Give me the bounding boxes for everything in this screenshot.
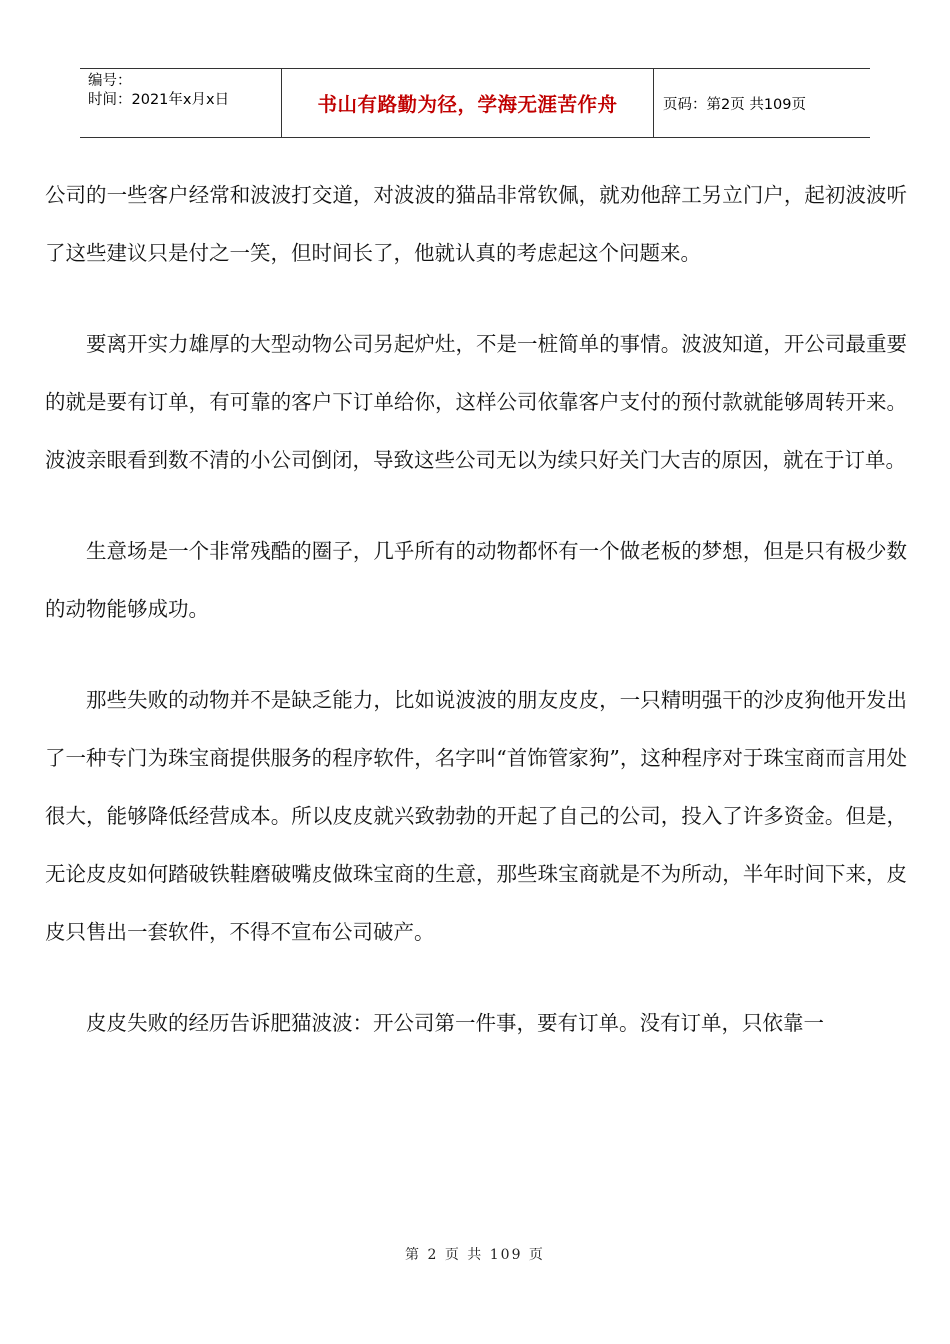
doc-date: 时间：2021年x月x日	[88, 92, 230, 108]
footer-page-number: 第 2 页 共 109 页	[405, 1247, 545, 1263]
document-body	[45, 166, 907, 1085]
paragraph: 皮皮失败的经历告诉肥猫波波：开公司第一件事，要有订单。没有订单，只依靠一	[86, 1011, 824, 1035]
header-motto-cell	[281, 69, 654, 137]
paragraph: 公司的一些客户经常和波波打交道，对波波的猫品非常钦佩，就劝他辞工另立门户，起初波波听了这些建议只是付之一笑，但时间长了，他就认真的考虑起这个问题来。	[45, 183, 907, 265]
header-motto: 书山有路勤为径，学海无涯苦作舟	[317, 93, 618, 116]
document-header	[80, 68, 870, 138]
paragraph: 生意场是一个非常残酷的圈子，几乎所有的动物都怀有一个做老板的梦想，但是只有极少数的动物能够成功。	[45, 539, 907, 621]
paragraph: 那些失败的动物并不是缺乏能力，比如说波波的朋友皮皮，一只精明强干的沙皮狗他开发出了一种专门为珠宝商提供服务的程序软件，名字叫“首饰管家狗”，这种程序对于珠宝商而言用处很大，能够降低经营成本。所以皮皮就兴致勃勃的开起了自己的公司，投入了许多资金。但是，无论皮皮如何踏破铁鞋磨破嘴皮做珠宝商的生意，那些珠宝商就是不为所动，半年时间下来，皮皮只售出一套软件，不得不宣布公司破产。	[45, 688, 907, 944]
paragraph: 要离开实力雄厚的大型动物公司另起炉灶，不是一桩简单的事情。波波知道，开公司最重要的就是要有订单，有可靠的客户下订单给你，这样公司依靠客户支付的预付款就能够周转开来。波波亲眼看到数不清的小公司倒闭，导致这些公司无以为续只好关门大吉的原因，就在于订单。	[45, 332, 907, 472]
page-footer	[0, 1244, 950, 1264]
header-page-code	[654, 69, 870, 137]
page-code-text: 页码：第2页 共109页	[663, 96, 807, 113]
header-meta	[80, 69, 281, 137]
doc-number-label: 编号：	[88, 73, 132, 89]
